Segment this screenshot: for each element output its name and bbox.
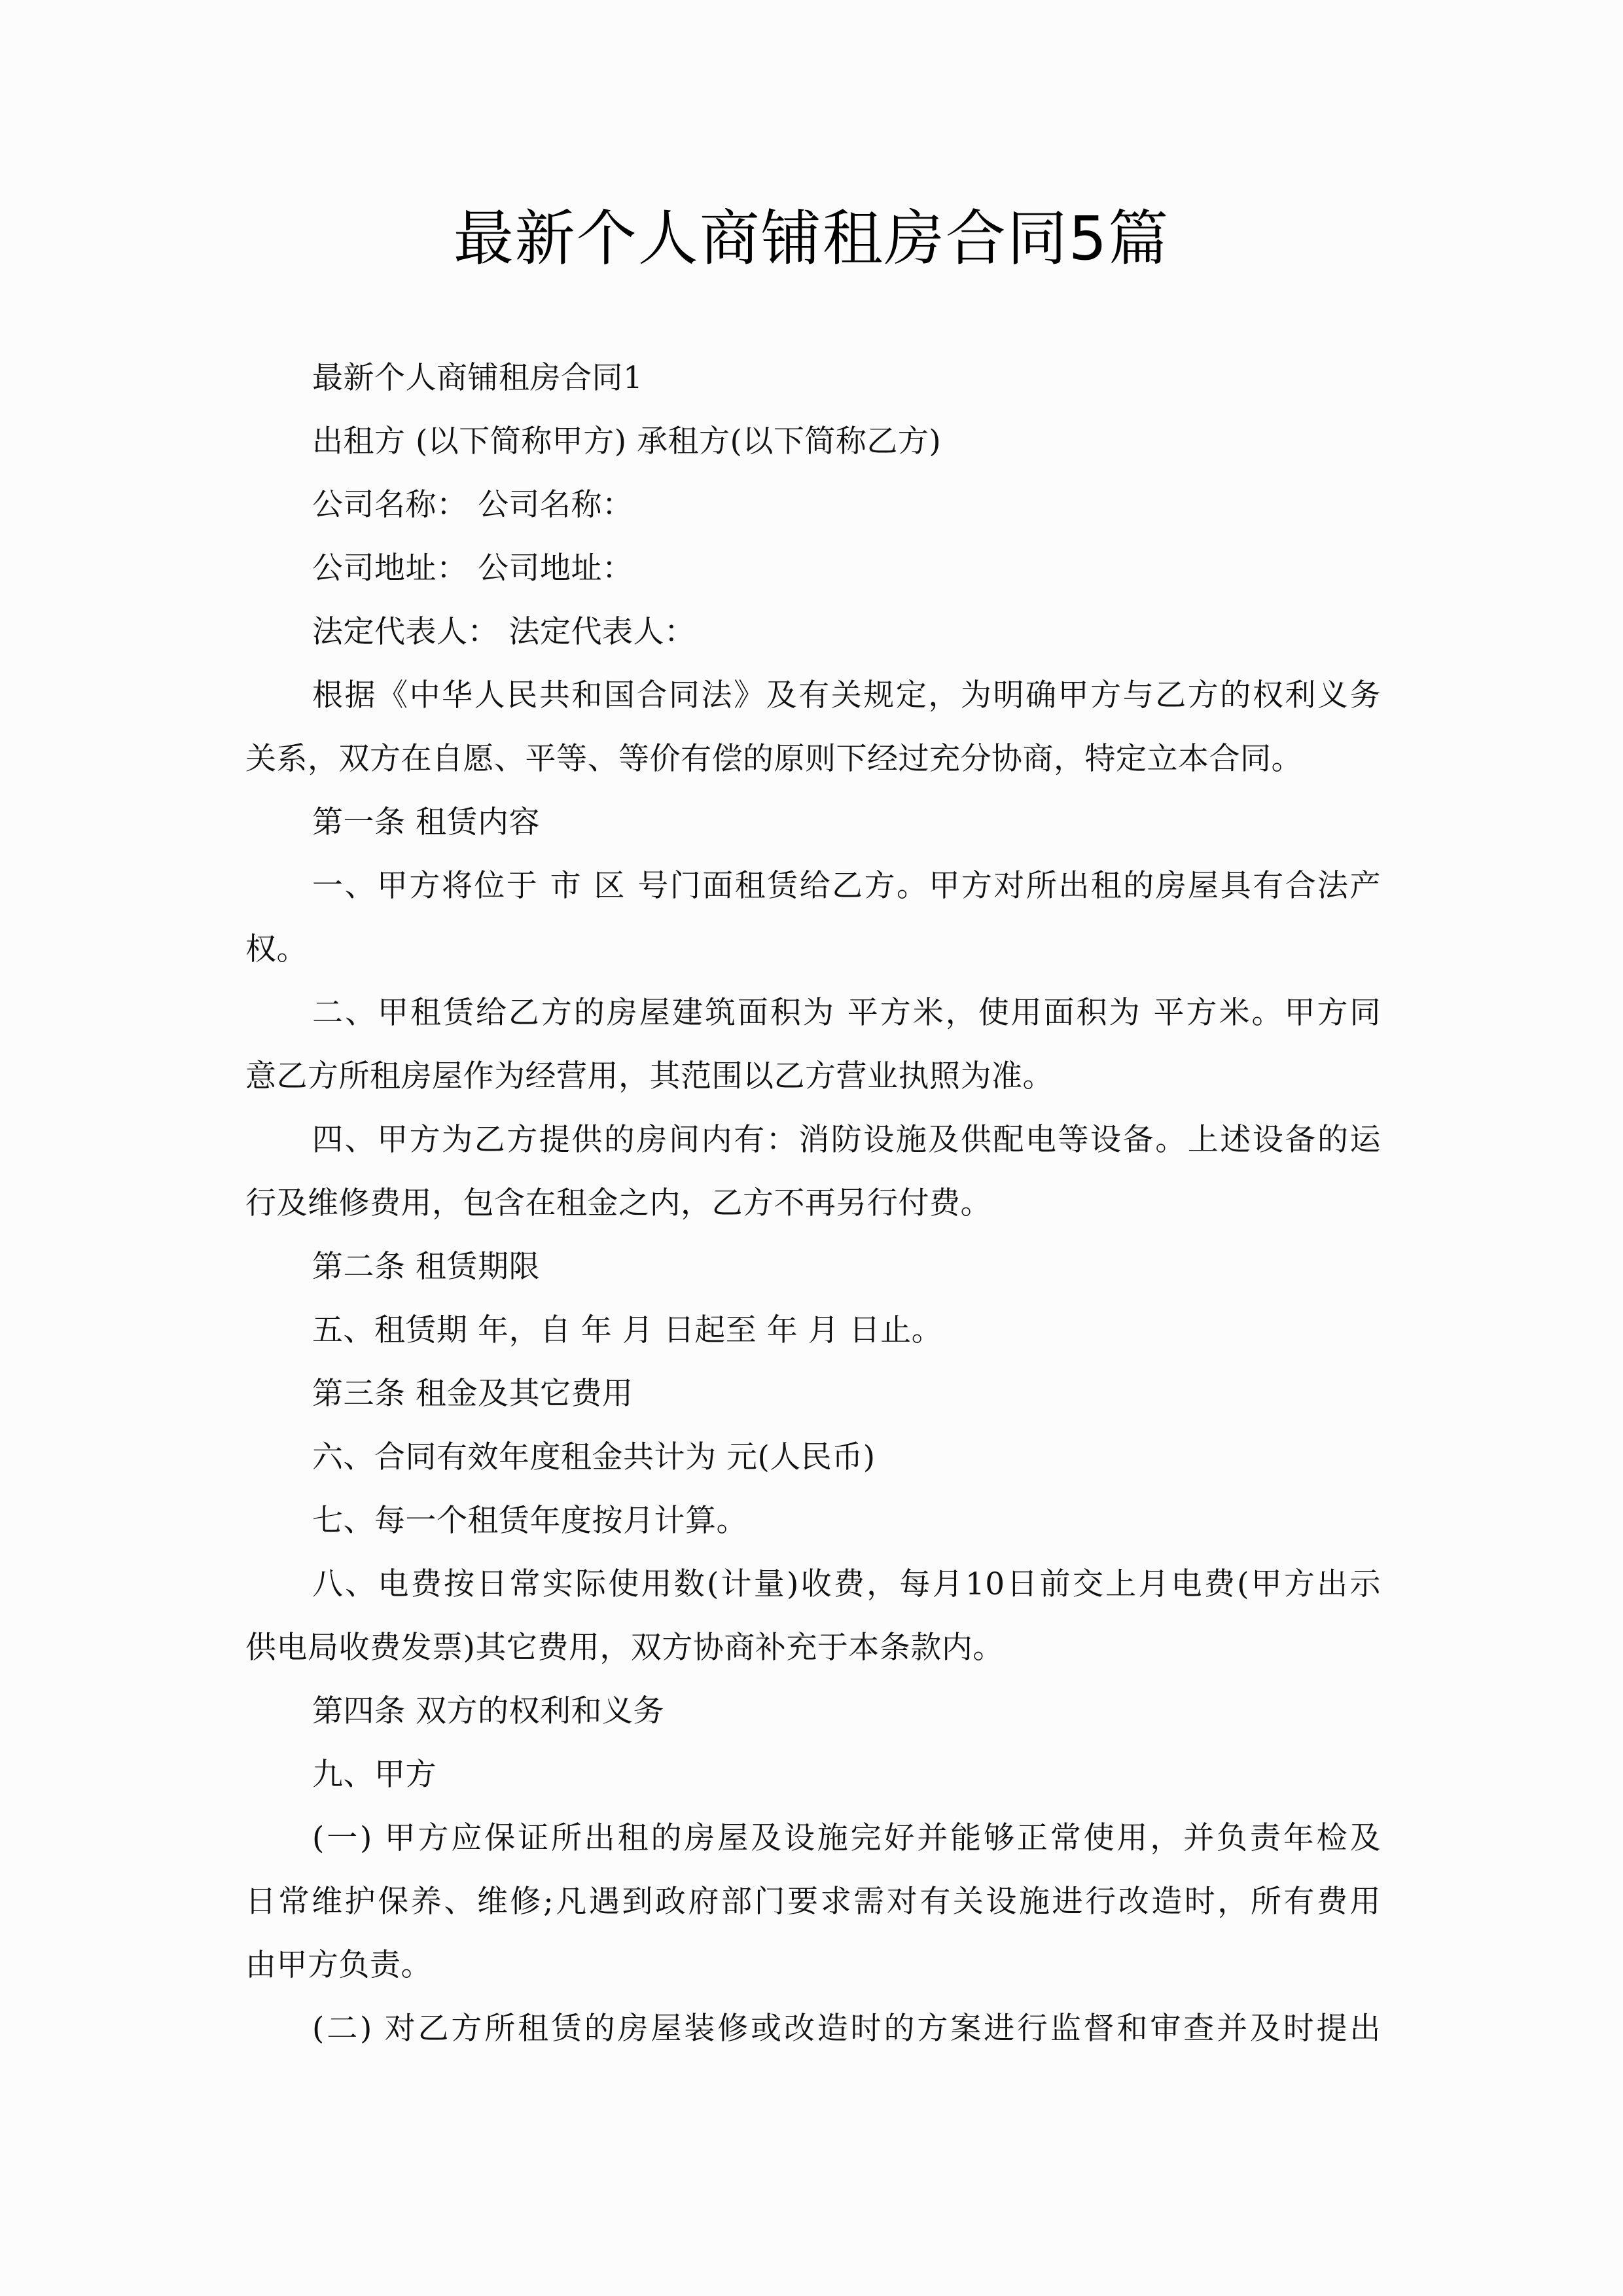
- paragraph-line: 由甲方负责。: [245, 1947, 432, 1983]
- paragraph-line: 最新个人商铺租房合同1: [312, 360, 643, 396]
- document-body: [245, 353, 1381, 2068]
- paragraph-line: 第二条 租赁期限: [312, 1249, 540, 1285]
- paragraph-line: 四、甲方为乙方提供的房间内有：消防设施及供配电等设备。上述设备的运: [312, 1122, 1381, 1158]
- paragraph-line: 公司名称： 公司名称：: [312, 487, 633, 523]
- paragraph-line: 公司地址： 公司地址：: [312, 550, 633, 586]
- paragraph-line: 关系，双方在自愿、平等、等价有偿的原则下经过充分协商，特定立本合同。: [245, 741, 1302, 777]
- paragraph-line: 五、租赁期 年，自 年 月 日起至 年 月 日止。: [312, 1312, 943, 1348]
- paragraph-line: 意乙方所租房屋作为经营用，其范围以乙方营业执照为准。: [245, 1058, 1054, 1094]
- paragraph-line: 出租方 (以下简称甲方) 承租方(以下简称乙方): [312, 423, 942, 459]
- paragraph-line: (二) 对乙方所租赁的房屋装修或改造时的方案进行监督和审查并及时提出: [312, 2011, 1381, 2047]
- paragraph-line: 六、合同有效年度租金共计为 元(人民币): [312, 1439, 876, 1475]
- paragraph-line: 第一条 租赁内容: [312, 804, 540, 840]
- paragraph-line: 供电局收费发票)其它费用，双方协商补充于本条款内。: [245, 1630, 1004, 1666]
- paragraph-line: 日常维护保养、维修;凡遇到政府部门要求需对有关设施进行改造时，所有费用: [245, 1884, 1381, 1920]
- paragraph-line: 二、甲租赁给乙方的房屋建筑面积为 平方米，使用面积为 平方米。甲方同: [312, 995, 1381, 1031]
- paragraph-line: 根据《中华人民共和国合同法》及有关规定，为明确甲方与乙方的权利义务: [312, 677, 1381, 713]
- paragraph-line: 第三条 租金及其它费用: [312, 1376, 633, 1412]
- paragraph-line: (一) 甲方应保证所出租的房屋及设施完好并能够正常使用，并负责年检及: [312, 1820, 1381, 1856]
- paragraph-line: 一、甲方将位于 市 区 号门面租赁给乙方。甲方对所出租的房屋具有合法产: [312, 868, 1381, 904]
- document-title: 最新个人商铺租房合同5篇: [453, 204, 1170, 274]
- paragraph-line: 九、甲方: [312, 1757, 437, 1793]
- paragraph-line: 七、每一个租赁年度按月计算。: [312, 1503, 747, 1539]
- paragraph-line: 行及维修费用，包含在租金之内，乙方不再另行付费。: [245, 1185, 991, 1221]
- paragraph-line: 第四条 双方的权利和义务: [312, 1693, 664, 1729]
- paragraph-line: 八、电费按日常实际使用数(计量)收费，每月10日前交上月电费(甲方出示: [312, 1566, 1381, 1602]
- paragraph-line: 权。: [245, 931, 308, 967]
- paragraph-line: 法定代表人： 法定代表人：: [312, 614, 696, 650]
